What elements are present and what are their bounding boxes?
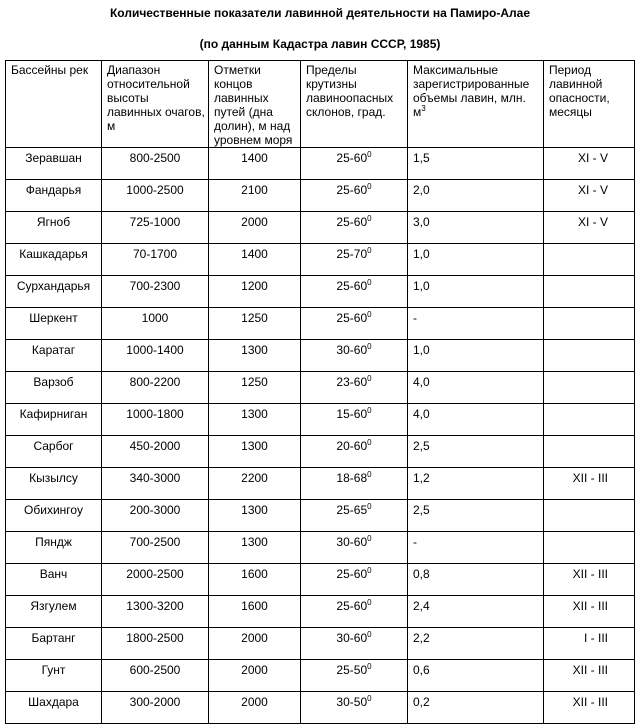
cell-volume: 1,0 [408, 244, 544, 276]
header-elevation: Отметки концов лавинных путей (дна долин), м над уровнем моря [209, 61, 301, 148]
cell-altitude: 2000-2500 [102, 564, 209, 596]
table-row [6, 596, 635, 628]
cell-basin: Сурхандарья [6, 276, 102, 308]
cell-elevation: 2000 [209, 212, 301, 244]
table-row [6, 372, 635, 404]
cell-basin: Фандарья [6, 180, 102, 212]
table-row [6, 436, 635, 468]
cell-volume: 2,4 [408, 596, 544, 628]
cell-elevation: 1200 [209, 276, 301, 308]
cell-volume: 1,0 [408, 276, 544, 308]
cell-elevation: 1300 [209, 436, 301, 468]
cell-slope-degree: 0 [367, 182, 372, 191]
cell-slope-degree: 0 [367, 374, 372, 383]
cell-altitude: 340-3000 [102, 468, 209, 500]
table-row [6, 532, 635, 564]
cell-period: XI - V [544, 212, 635, 244]
cell-slope-degree: 0 [367, 502, 372, 511]
cell-volume: 2,0 [408, 180, 544, 212]
cell-slope-degree: 0 [367, 406, 372, 415]
cell-slope-degree: 0 [367, 662, 372, 671]
cell-slope [301, 500, 408, 532]
cell-period: XII - III [544, 660, 635, 692]
cell-altitude: 800-2500 [102, 148, 209, 180]
cell-slope-value: 25-60 [336, 567, 368, 581]
cell-elevation: 1300 [209, 532, 301, 564]
cell-altitude: 450-2000 [102, 436, 209, 468]
cell-slope-value: 15-60 [336, 407, 368, 421]
cell-slope-value: 25-60 [336, 599, 368, 613]
cell-altitude: 600-2500 [102, 660, 209, 692]
cell-slope-value: 25-60 [336, 215, 368, 229]
cell-basin: Язгулем [6, 596, 102, 628]
cell-altitude: 700-2300 [102, 276, 209, 308]
cell-period [544, 532, 635, 564]
cell-basin: Пяндж [6, 532, 102, 564]
cell-slope-value: 30-60 [336, 535, 368, 549]
cell-volume: 0,2 [408, 692, 544, 724]
cell-slope-degree: 0 [367, 278, 372, 287]
cell-slope-value: 18-68 [336, 471, 368, 485]
cell-slope-degree: 0 [367, 150, 372, 159]
cell-elevation: 2100 [209, 180, 301, 212]
cell-period: XII - III [544, 468, 635, 500]
cell-elevation: 1250 [209, 308, 301, 340]
cell-slope [301, 404, 408, 436]
header-period: Период лавинной опасности, месяцы [544, 61, 635, 148]
cell-slope-degree: 0 [367, 342, 372, 351]
cell-slope [301, 212, 408, 244]
cell-volume: 1,0 [408, 340, 544, 372]
cell-altitude: 1800-2500 [102, 628, 209, 660]
table-row [6, 500, 635, 532]
cell-volume: 2,5 [408, 500, 544, 532]
cell-volume: 4,0 [408, 372, 544, 404]
cell-slope-value: 30-50 [336, 695, 368, 709]
header-volume-text: Максимальные зарегистрированные объемы лавин, млн. м [413, 63, 530, 119]
cell-volume: 1,2 [408, 468, 544, 500]
cell-slope-degree: 0 [367, 566, 372, 575]
table-row [6, 244, 635, 276]
cell-elevation: 1400 [209, 244, 301, 276]
cell-basin: Сарбог [6, 436, 102, 468]
cell-period: XII - III [544, 692, 635, 724]
table-row [6, 212, 635, 244]
cell-slope-degree: 0 [367, 694, 372, 703]
cell-slope [301, 628, 408, 660]
cell-slope [301, 692, 408, 724]
cell-slope [301, 468, 408, 500]
document-subtitle: (по данным Кадастра лавин СССР, 1985) [199, 37, 441, 51]
cell-elevation: 1300 [209, 404, 301, 436]
cell-period: I - III [544, 628, 635, 660]
header-basin: Бассейны рек [6, 61, 102, 148]
cell-slope-value: 30-60 [336, 631, 368, 645]
cell-period: XII - III [544, 564, 635, 596]
cell-period [544, 404, 635, 436]
cell-slope [301, 564, 408, 596]
table-row [6, 564, 635, 596]
cell-basin: Бартанг [6, 628, 102, 660]
cell-altitude: 300-2000 [102, 692, 209, 724]
cell-volume: 2,5 [408, 436, 544, 468]
table-row [6, 660, 635, 692]
cell-altitude: 1000-1800 [102, 404, 209, 436]
cell-slope [301, 276, 408, 308]
cell-altitude: 1000-1400 [102, 340, 209, 372]
cell-elevation: 1300 [209, 340, 301, 372]
cell-period [544, 340, 635, 372]
cell-altitude: 725-1000 [102, 212, 209, 244]
table-row [6, 276, 635, 308]
cell-elevation: 1400 [209, 148, 301, 180]
cell-slope [301, 308, 408, 340]
cell-slope [301, 436, 408, 468]
table-header-row [6, 61, 635, 148]
cell-elevation: 2000 [209, 660, 301, 692]
cell-elevation: 2000 [209, 692, 301, 724]
cell-elevation: 1600 [209, 596, 301, 628]
cell-slope [301, 180, 408, 212]
cell-basin: Кашкадарья [6, 244, 102, 276]
cell-slope-degree: 0 [367, 470, 372, 479]
cell-basin: Зеравшан [6, 148, 102, 180]
cell-slope-degree: 0 [367, 534, 372, 543]
table-row [6, 180, 635, 212]
avalanche-data-table [5, 60, 635, 724]
cell-elevation: 1600 [209, 564, 301, 596]
table-row [6, 340, 635, 372]
header-slope: Пределы крутизны лавиноопасных склонов, град. [301, 61, 408, 148]
cell-slope-value: 20-60 [336, 439, 368, 453]
cell-altitude: 1000-2500 [102, 180, 209, 212]
cell-volume: 3,0 [408, 212, 544, 244]
cell-slope-degree: 0 [367, 214, 372, 223]
cell-basin: Варзоб [6, 372, 102, 404]
header-volume [408, 61, 544, 148]
cell-elevation: 1250 [209, 372, 301, 404]
cell-slope-degree: 0 [367, 630, 372, 639]
cell-volume: 2,2 [408, 628, 544, 660]
cell-altitude: 70-1700 [102, 244, 209, 276]
cell-slope-degree: 0 [367, 246, 372, 255]
cell-slope-value: 25-50 [336, 663, 368, 677]
cell-basin: Каратаг [6, 340, 102, 372]
header-volume-superscript: 3 [421, 104, 426, 113]
cell-slope-degree: 0 [367, 438, 372, 447]
cell-volume: 0,8 [408, 564, 544, 596]
cell-period [544, 276, 635, 308]
cell-period: XI - V [544, 148, 635, 180]
cell-volume: 1,5 [408, 148, 544, 180]
cell-slope [301, 596, 408, 628]
cell-altitude: 800-2200 [102, 372, 209, 404]
cell-basin: Ванч [6, 564, 102, 596]
table-row [6, 404, 635, 436]
header-altitude: Диапазон относительной высоты лавинных очагов, м [102, 61, 209, 148]
cell-period [544, 308, 635, 340]
cell-period: XII - III [544, 596, 635, 628]
cell-slope-value: 25-65 [336, 503, 368, 517]
cell-volume: 4,0 [408, 404, 544, 436]
cell-altitude: 1000 [102, 308, 209, 340]
cell-basin: Шеркент [6, 308, 102, 340]
cell-volume: 0,6 [408, 660, 544, 692]
cell-basin: Кызылсу [6, 468, 102, 500]
cell-elevation: 2000 [209, 628, 301, 660]
cell-period [544, 500, 635, 532]
cell-basin: Шахдара [6, 692, 102, 724]
cell-slope [301, 148, 408, 180]
cell-slope-value: 23-60 [336, 375, 368, 389]
cell-slope [301, 372, 408, 404]
cell-slope-value: 25-60 [336, 279, 368, 293]
cell-period: XI - V [544, 180, 635, 212]
table-row [6, 308, 635, 340]
cell-slope-degree: 0 [367, 598, 372, 607]
cell-altitude: 1300-3200 [102, 596, 209, 628]
table-row [6, 628, 635, 660]
cell-volume: - [408, 532, 544, 564]
cell-period [544, 372, 635, 404]
cell-slope-value: 25-60 [336, 183, 368, 197]
cell-period [544, 436, 635, 468]
cell-basin: Кафирниган [6, 404, 102, 436]
cell-basin: Обихингоу [6, 500, 102, 532]
cell-slope [301, 532, 408, 564]
cell-altitude: 200-3000 [102, 500, 209, 532]
cell-elevation: 1300 [209, 500, 301, 532]
table-row [6, 148, 635, 180]
cell-slope [301, 244, 408, 276]
cell-altitude: 700-2500 [102, 532, 209, 564]
cell-basin: Гунт [6, 660, 102, 692]
table-row [6, 692, 635, 724]
cell-volume: - [408, 308, 544, 340]
cell-slope-value: 25-70 [336, 247, 368, 261]
cell-slope [301, 660, 408, 692]
cell-elevation: 2200 [209, 468, 301, 500]
table-row [6, 468, 635, 500]
document-title: Количественные показатели лавинной деятельности на Памиро-Алае [109, 6, 531, 20]
cell-slope-degree: 0 [367, 310, 372, 319]
cell-slope [301, 340, 408, 372]
cell-slope-value: 30-60 [336, 343, 368, 357]
cell-slope-value: 25-60 [336, 311, 368, 325]
cell-slope-value: 25-60 [336, 151, 368, 165]
cell-basin: Ягноб [6, 212, 102, 244]
cell-period [544, 244, 635, 276]
